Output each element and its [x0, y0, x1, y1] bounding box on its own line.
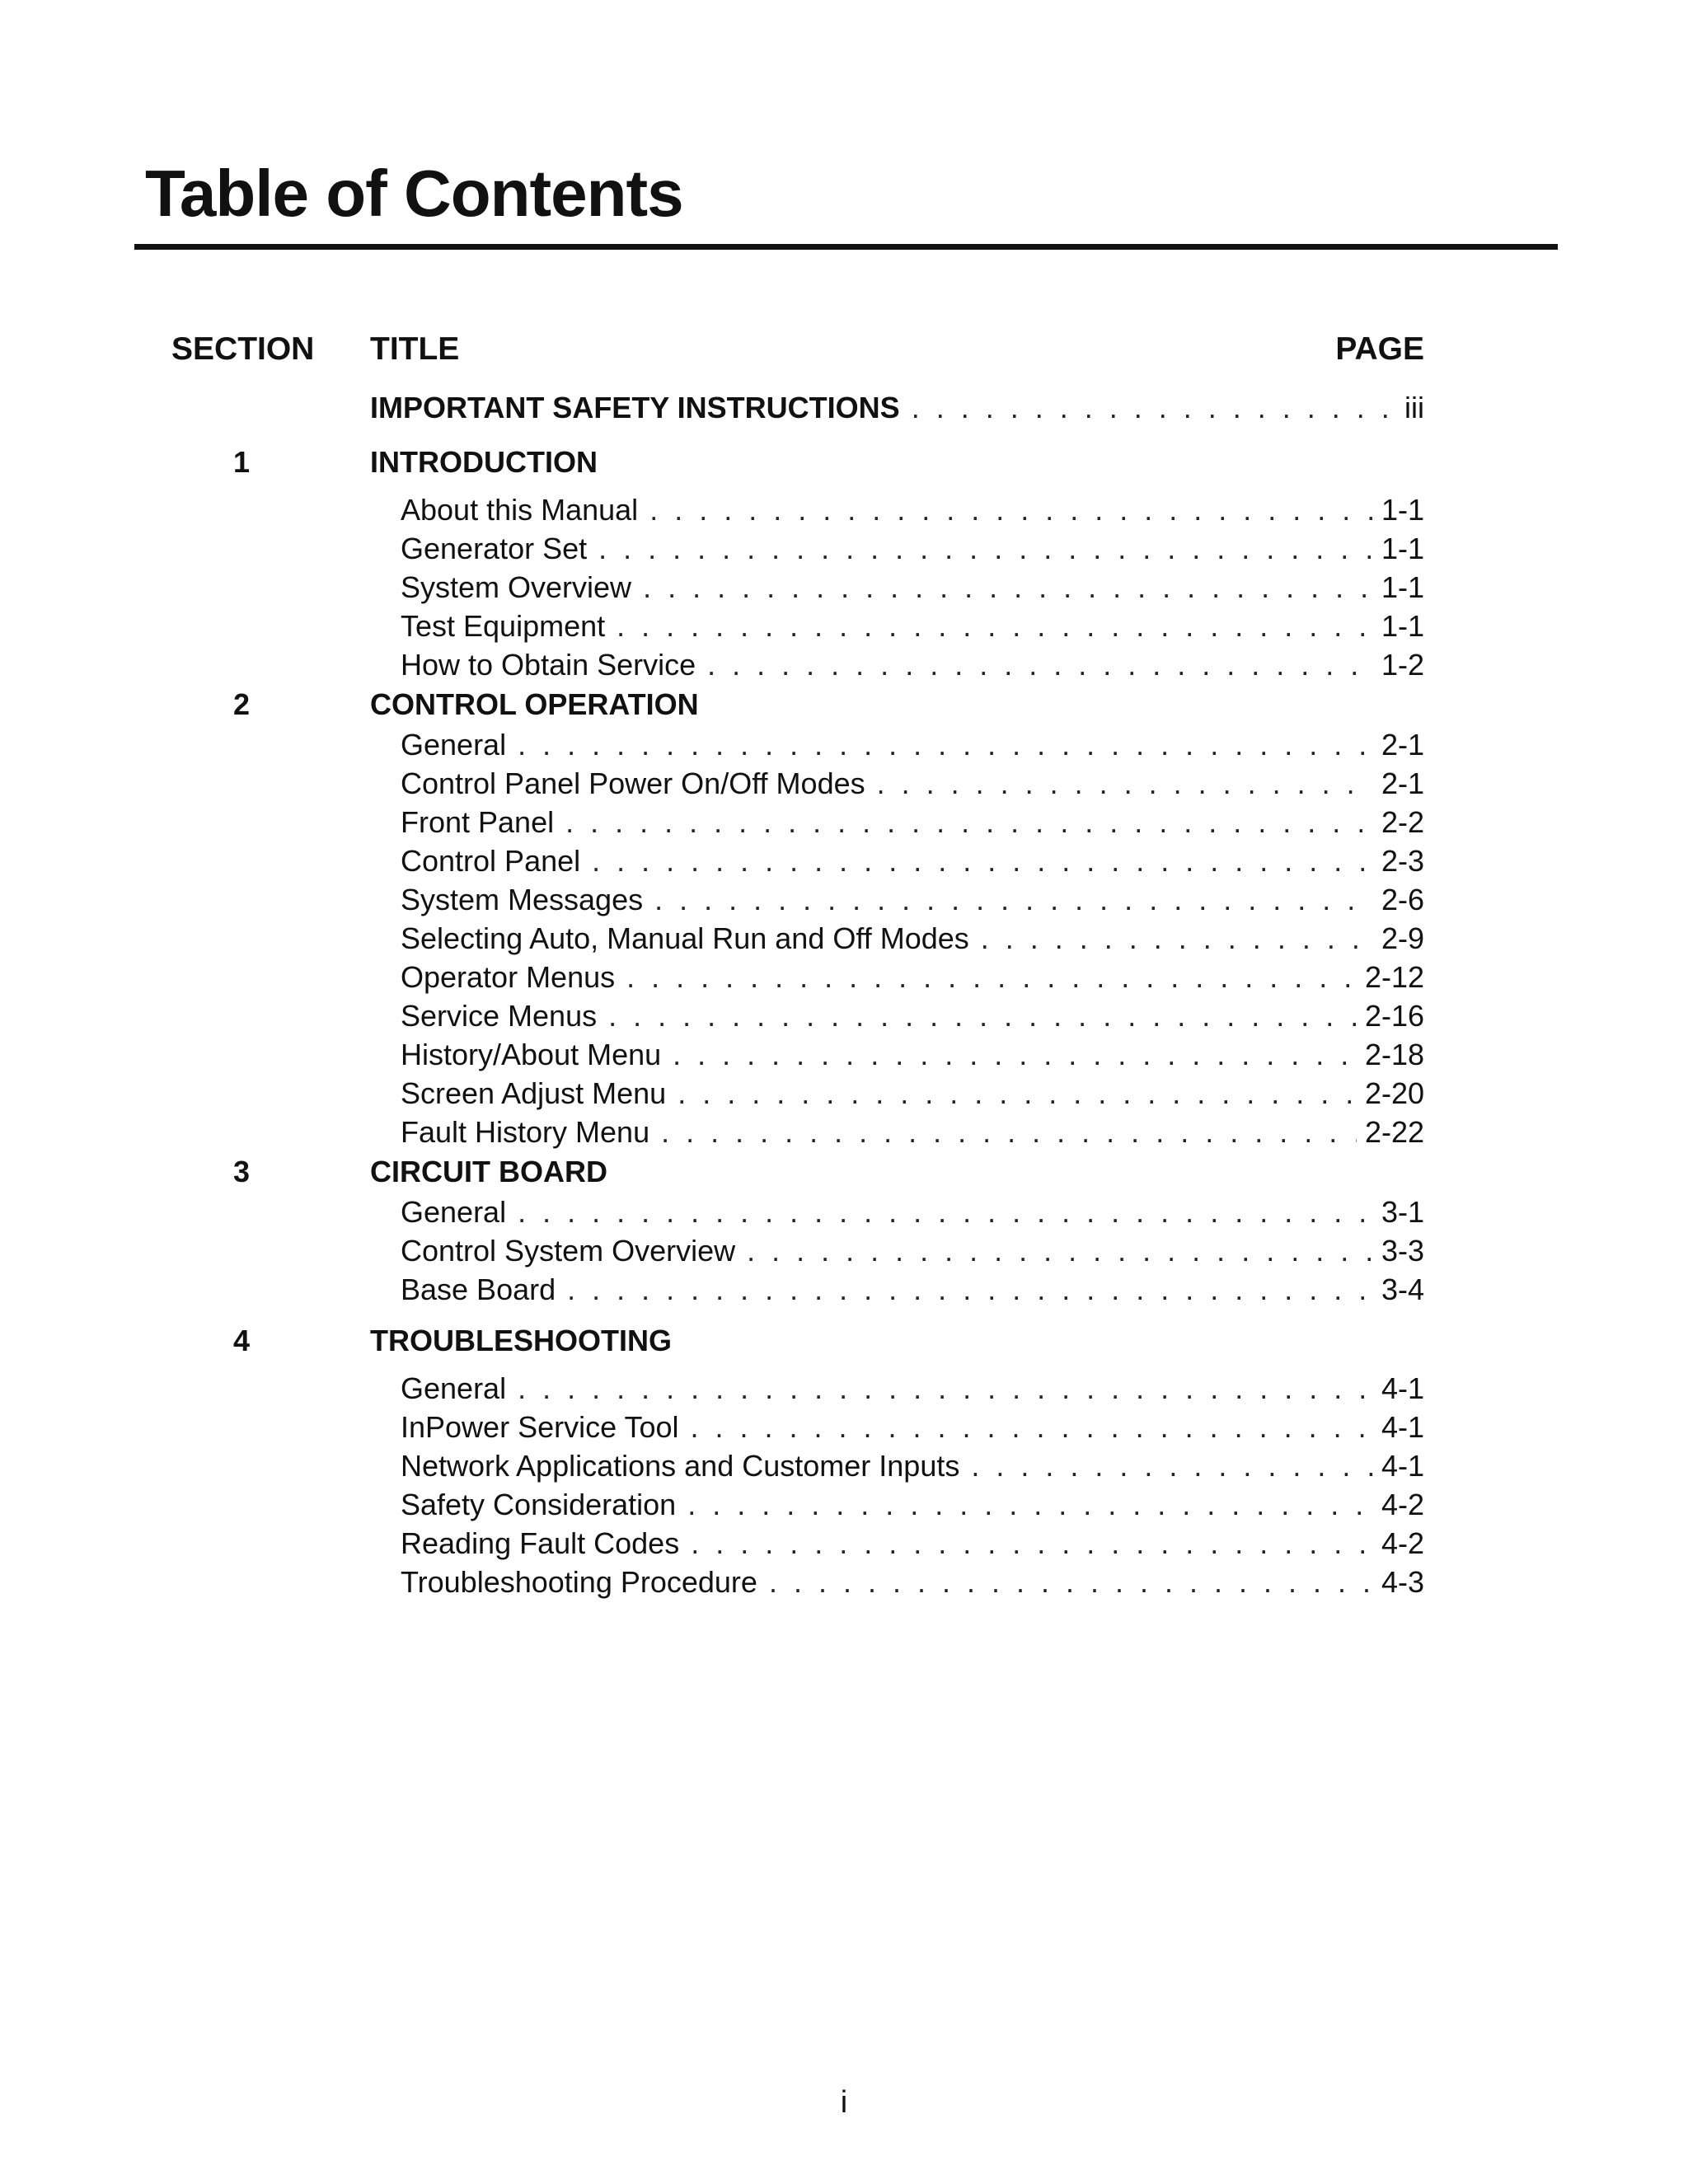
dot-leader	[617, 608, 1373, 644]
dot-leader	[518, 1371, 1373, 1407]
dot-leader	[661, 1114, 1357, 1151]
toc-section-row[interactable]	[0, 687, 1688, 723]
dot-leader	[707, 647, 1373, 683]
dot-leader	[673, 1037, 1357, 1073]
toc-entry-label: IMPORTANT SAFETY INSTRUCTIONS	[370, 391, 900, 424]
toc-entry-row[interactable]	[0, 1114, 1688, 1151]
toc-safety-row[interactable]	[0, 390, 1688, 426]
toc-entry-row[interactable]	[0, 959, 1688, 996]
toc-entry-label: How to Obtain Service	[401, 648, 696, 682]
toc-entry-page: 1-1	[1381, 532, 1424, 565]
toc-entry-label: Base Board	[401, 1272, 556, 1306]
toc-entry-label: Selecting Auto, Manual Run and Off Modes	[401, 921, 969, 955]
toc-entry-page: 3-3	[1381, 1234, 1424, 1268]
dot-leader	[592, 843, 1373, 879]
toc-entry-label: Control Panel Power On/Off Modes	[401, 766, 865, 800]
toc-entry-page: 4-2	[1381, 1488, 1424, 1521]
toc-entry-row[interactable]	[0, 1448, 1688, 1484]
toc-section-row[interactable]	[0, 1323, 1688, 1359]
dot-leader	[691, 1409, 1373, 1446]
toc-entry-row[interactable]	[0, 1037, 1688, 1073]
dot-leader	[649, 492, 1373, 528]
toc-entry-label: Generator Set	[401, 532, 588, 565]
toc-entry-label: Front Panel	[401, 805, 555, 839]
toc-entry-row[interactable]	[0, 1526, 1688, 1562]
title-underline	[134, 244, 1558, 250]
toc-entry-page: 2-12	[1364, 960, 1424, 994]
toc-entry-row[interactable]	[0, 1272, 1688, 1308]
toc-entry-label: System Messages	[401, 883, 644, 916]
toc-entry-label: Control System Overview	[401, 1234, 736, 1268]
toc-entry-page: 2-1	[1381, 766, 1424, 800]
toc-entry-row[interactable]	[0, 843, 1688, 879]
toc-entry-page: 2-9	[1381, 921, 1424, 955]
column-header-title: TITLE	[370, 331, 460, 367]
toc-entry-page: 2-3	[1381, 844, 1424, 878]
toc-entry-row[interactable]	[0, 804, 1688, 841]
toc-entry-label: General	[401, 1195, 507, 1229]
dot-leader	[565, 804, 1373, 841]
toc-entry-label: General	[401, 1371, 507, 1405]
toc-section-row[interactable]	[0, 1154, 1688, 1190]
toc-entry-row[interactable]	[0, 727, 1688, 763]
toc-entry-page: 2-1	[1381, 728, 1424, 762]
dot-leader	[567, 1272, 1373, 1308]
section-title: CONTROL OPERATION	[370, 687, 699, 721]
toc-entry-row[interactable]	[0, 569, 1688, 606]
dot-leader	[971, 1448, 1373, 1484]
toc-entry-label: Reading Fault Codes	[401, 1526, 680, 1560]
toc-entry-label: History/About Menu	[401, 1038, 662, 1071]
toc-entry-page: 1-1	[1381, 570, 1424, 604]
toc-entry-row[interactable]	[0, 1487, 1688, 1523]
toc-entry-label: Test Equipment	[401, 609, 606, 643]
toc-entry-page: 2-18	[1364, 1038, 1424, 1071]
toc-entry-page: 4-2	[1381, 1526, 1424, 1560]
dot-leader	[769, 1564, 1373, 1601]
dot-leader	[678, 1076, 1357, 1112]
toc-entry-label: Safety Consideration	[401, 1488, 677, 1521]
toc-entry-page: 1-1	[1381, 609, 1424, 643]
toc-entry-label: System Overview	[401, 570, 632, 604]
page-number: i	[840, 2085, 848, 2120]
toc-entry-row[interactable]	[0, 1194, 1688, 1230]
dot-leader	[687, 1487, 1373, 1523]
toc-entry-row[interactable]	[0, 998, 1688, 1034]
dot-leader	[643, 569, 1373, 606]
toc-entry-row[interactable]	[0, 647, 1688, 683]
dot-leader	[598, 531, 1373, 567]
toc-entry-page: 2-22	[1364, 1115, 1424, 1149]
section-number: 2	[233, 687, 251, 721]
toc-entry-label: InPower Service Tool	[401, 1410, 679, 1444]
column-header-section: SECTION	[171, 331, 315, 367]
toc-entry-row[interactable]	[0, 492, 1688, 528]
toc-entry-row[interactable]	[0, 531, 1688, 567]
page-title: Table of Contents	[145, 157, 683, 230]
toc-entry-label: Network Applications and Customer Inputs	[401, 1449, 960, 1483]
toc-entry-row[interactable]	[0, 921, 1688, 957]
toc-entry-label: Fault History Menu	[401, 1115, 650, 1149]
toc-entry-page: 2-20	[1364, 1076, 1424, 1110]
column-header-page: PAGE	[1335, 331, 1424, 367]
toc-entry-row[interactable]	[0, 1233, 1688, 1269]
dot-leader	[877, 766, 1373, 802]
section-title: TROUBLESHOOTING	[370, 1324, 672, 1357]
toc-entry-label: Operator Menus	[401, 960, 616, 994]
toc-entry-page: 3-4	[1381, 1272, 1424, 1306]
dot-leader	[691, 1526, 1373, 1562]
section-title: CIRCUIT BOARD	[370, 1155, 607, 1188]
toc-entry-page: 2-2	[1381, 805, 1424, 839]
toc-entry-row[interactable]	[0, 1076, 1688, 1112]
dot-leader	[654, 882, 1373, 918]
toc-entry-label: Screen Adjust Menu	[401, 1076, 667, 1110]
toc-entry-label: General	[401, 728, 507, 762]
section-title: INTRODUCTION	[370, 445, 598, 479]
toc-entry-label: Control Panel	[401, 844, 581, 878]
toc-section-row[interactable]	[0, 444, 1688, 480]
section-number: 3	[233, 1155, 251, 1188]
dot-leader	[518, 727, 1373, 763]
dot-leader	[626, 959, 1357, 996]
toc-entry-page: 1-2	[1381, 648, 1424, 682]
toc-entry-row[interactable]	[0, 1371, 1688, 1407]
toc-entry-page: 2-16	[1364, 999, 1424, 1033]
toc-entry-page: 2-6	[1381, 883, 1424, 916]
toc-entry-label: Troubleshooting Procedure	[401, 1565, 757, 1599]
toc-entry-label: Service Menus	[401, 999, 598, 1033]
toc-entry-page: 3-1	[1381, 1195, 1424, 1229]
dot-leader	[912, 390, 1396, 426]
toc-entry-page: 4-1	[1381, 1371, 1424, 1405]
toc-entry-page: iii	[1404, 391, 1424, 424]
toc-entry-label: About this Manual	[401, 493, 639, 527]
toc-entry-page: 4-3	[1381, 1565, 1424, 1599]
toc-entry-page: 1-1	[1381, 493, 1424, 527]
toc-entry-row[interactable]	[0, 1564, 1688, 1601]
section-number: 4	[233, 1324, 251, 1357]
toc-entry-row[interactable]	[0, 766, 1688, 802]
dot-leader	[747, 1233, 1373, 1269]
section-number: 1	[233, 445, 251, 479]
toc-entry-row[interactable]	[0, 1409, 1688, 1446]
toc-entry-row[interactable]	[0, 608, 1688, 644]
toc-entry-page: 4-1	[1381, 1449, 1424, 1483]
dot-leader	[981, 921, 1373, 957]
toc-entry-page: 4-1	[1381, 1410, 1424, 1444]
dot-leader	[518, 1194, 1373, 1230]
toc-entry-row[interactable]	[0, 882, 1688, 918]
dot-leader	[608, 998, 1357, 1034]
